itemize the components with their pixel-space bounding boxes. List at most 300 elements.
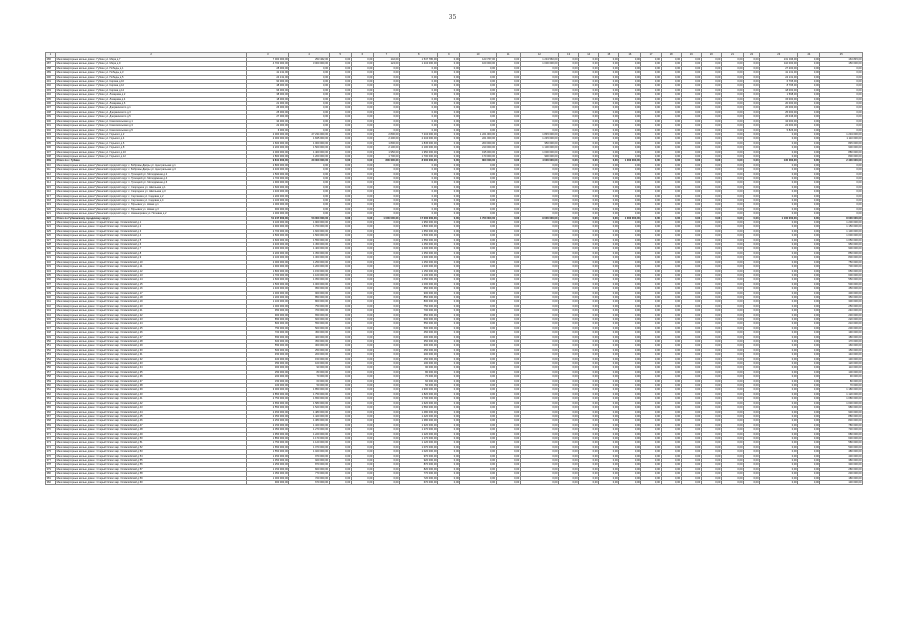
row-number: 321 xyxy=(46,212,56,216)
value-cell: 0,00 xyxy=(820,172,863,176)
object-name-cell: Многоквартирные жилые дома г. Старый Оскол мкр. Олимпийский д.25 xyxy=(56,326,247,330)
value-cell: 1 320 000,00 xyxy=(400,423,438,427)
value-cell: 0,00 xyxy=(400,119,438,123)
value-cell: 0,00 xyxy=(496,428,520,432)
value-cell: 0,00 xyxy=(559,467,579,471)
value-cell: 0,00 xyxy=(496,132,520,136)
value-cell: 0,00 xyxy=(619,392,641,396)
value-cell: 0,00 xyxy=(400,185,438,189)
value-cell: 0,00 xyxy=(496,410,520,414)
row-number: 354 xyxy=(46,357,56,361)
value-cell: 0,00 xyxy=(520,181,558,185)
value-cell: 0,00 xyxy=(798,419,820,423)
value-cell: 0,00 xyxy=(351,278,373,282)
value-cell: 0,00 xyxy=(744,476,760,480)
value-cell: 1 000 000,00 xyxy=(247,304,289,308)
value-cell: 0,00 xyxy=(641,458,661,462)
value-cell: 0,00 xyxy=(460,124,496,128)
value-cell: 0,00 xyxy=(619,362,641,366)
value-cell: 0,00 xyxy=(579,247,599,251)
object-name-cell: Многоквартирные жилые дома г. Старый Оскол мкр. Олимпийский д.14 xyxy=(56,278,247,282)
value-cell: 0,00 xyxy=(579,102,599,106)
value-cell: 350 000,00 xyxy=(289,340,329,344)
value-cell: 0,00 xyxy=(438,348,460,352)
value-cell: 0,00 xyxy=(438,392,460,396)
value-cell: 0,00 xyxy=(820,181,863,185)
value-cell: 0,00 xyxy=(373,441,399,445)
value-cell: 0,00 xyxy=(599,154,619,158)
value-cell: 0,00 xyxy=(744,66,760,70)
value-cell: 0,00 xyxy=(329,476,351,480)
value-cell: 15 000,00 xyxy=(760,97,798,101)
value-cell: 0,00 xyxy=(744,362,760,366)
value-cell: 0,00 xyxy=(760,384,798,388)
value-cell: 0,00 xyxy=(701,300,721,304)
value-cell: 0,00 xyxy=(744,172,760,176)
object-name-cell: Многоквартирные жилые дома г. Старый Оскол мкр. Олимпийский д.40 xyxy=(56,392,247,396)
value-cell: 0,00 xyxy=(460,454,496,458)
value-cell: 0,00 xyxy=(744,150,760,154)
value-cell: 0,00 xyxy=(520,251,558,255)
value-cell: 0,00 xyxy=(760,419,798,423)
value-cell: 1 420 000,00 xyxy=(289,414,329,418)
value-cell: 750 000,00 xyxy=(247,326,289,330)
value-cell: 0,00 xyxy=(619,260,641,264)
value-cell: 0,00 xyxy=(438,97,460,101)
value-cell: 0,00 xyxy=(744,458,760,462)
row-number: 360 xyxy=(46,384,56,388)
value-cell: 0,00 xyxy=(373,326,399,330)
value-cell: 0,00 xyxy=(661,454,681,458)
column-header: 17 xyxy=(641,53,661,58)
value-cell: 0,00 xyxy=(661,265,681,269)
value-cell: 0,00 xyxy=(744,454,760,458)
value-cell: 100 000,00 xyxy=(820,370,863,374)
row-number: 319 xyxy=(46,203,56,207)
value-cell: 0,00 xyxy=(579,419,599,423)
value-cell: 0,00 xyxy=(400,172,438,176)
value-cell: 0,00 xyxy=(760,423,798,427)
value-cell: 0,00 xyxy=(721,441,743,445)
value-cell: 0,00 xyxy=(641,124,661,128)
value-cell: 0,00 xyxy=(460,384,496,388)
value-cell: 0,00 xyxy=(681,322,701,326)
object-name-cell: Многоквартирные жилые дома г. Губкин ул. Горького д.6 xyxy=(56,141,247,145)
value-cell: 0,00 xyxy=(641,291,661,295)
value-cell: 0,00 xyxy=(820,102,863,106)
value-cell: 0,00 xyxy=(559,128,579,132)
value-cell: 0,00 xyxy=(744,273,760,277)
value-cell: 0,00 xyxy=(520,313,558,317)
value-cell: 0,00 xyxy=(641,132,661,136)
value-cell: 0,00 xyxy=(760,251,798,255)
value-cell: 0,00 xyxy=(329,375,351,379)
value-cell: 0,00 xyxy=(820,80,863,84)
value-cell: 0,00 xyxy=(681,472,701,476)
value-cell: 0,00 xyxy=(438,229,460,233)
value-cell: 0,00 xyxy=(721,225,743,229)
value-cell: 0,00 xyxy=(559,344,579,348)
value-cell: 950 000,00 xyxy=(820,243,863,247)
value-cell: 580 000,00 xyxy=(820,441,863,445)
value-cell: 0,00 xyxy=(760,458,798,462)
value-cell: 0,00 xyxy=(619,291,641,295)
value-cell: 0,00 xyxy=(599,75,619,79)
value-cell: 0,00 xyxy=(619,322,641,326)
value-cell: 0,00 xyxy=(579,234,599,238)
value-cell: 0,00 xyxy=(701,348,721,352)
value-cell: 0,00 xyxy=(351,463,373,467)
value-cell: 0,00 xyxy=(681,124,701,128)
value-cell: 0,00 xyxy=(721,203,743,207)
value-cell: 0,00 xyxy=(329,410,351,414)
value-cell: 0,00 xyxy=(351,110,373,114)
value-cell: 0,00 xyxy=(661,146,681,150)
value-cell: 350 000,00 xyxy=(247,362,289,366)
value-cell: 0,00 xyxy=(496,375,520,379)
value-cell: 0,00 xyxy=(798,472,820,476)
value-cell: 0,00 xyxy=(351,458,373,462)
value-cell: 0,00 xyxy=(351,199,373,203)
value-cell: 24 131,00 xyxy=(760,75,798,79)
value-cell: 0,00 xyxy=(661,128,681,132)
object-name-cell: Многоквартирные жилые дома г. Губкин ул. Кирова д.12 xyxy=(56,84,247,88)
value-cell: 0,00 xyxy=(520,190,558,194)
value-cell: 0,00 xyxy=(681,84,701,88)
value-cell: 25 000,00 xyxy=(760,110,798,114)
value-cell: 0,00 xyxy=(721,370,743,374)
value-cell: 0,00 xyxy=(579,146,599,150)
value-cell: 0,00 xyxy=(744,335,760,339)
value-cell: 0,00 xyxy=(721,137,743,141)
value-cell: 0,00 xyxy=(661,472,681,476)
value-cell: 0,00 xyxy=(373,106,399,110)
object-name-cell: Многоквартирные жилые дома Губкинский городской округ п. Троицкий ул. Молодёжная д.4 xyxy=(56,176,247,180)
value-cell: 0,00 xyxy=(289,181,329,185)
value-cell: 0,00 xyxy=(460,476,496,480)
value-cell: 0,00 xyxy=(460,71,496,75)
value-cell: 0,00 xyxy=(641,97,661,101)
value-cell: 845 000,00 xyxy=(820,141,863,145)
value-cell: 2 100,00 xyxy=(373,146,399,150)
value-cell: 0,00 xyxy=(559,414,579,418)
value-cell: 0,00 xyxy=(438,207,460,211)
value-cell: 0,00 xyxy=(329,357,351,361)
value-cell: 0,00 xyxy=(798,340,820,344)
object-name-cell: Многоквартирные жилые дома г. Старый Оскол мкр. Олимпийский д.49 xyxy=(56,432,247,436)
value-cell: 0,00 xyxy=(721,238,743,242)
value-cell: 0,00 xyxy=(661,269,681,273)
row-number: 325 xyxy=(46,229,56,233)
value-cell: 0,00 xyxy=(661,110,681,114)
value-cell: 0,00 xyxy=(641,251,661,255)
value-cell: 0,00 xyxy=(438,128,460,132)
value-cell: 0,00 xyxy=(744,154,760,158)
value-cell: 1 200 000,00 xyxy=(247,194,289,198)
value-cell: 0,00 xyxy=(619,414,641,418)
value-cell: 0,00 xyxy=(579,84,599,88)
value-cell: 0,00 xyxy=(701,194,721,198)
value-cell: 1 270 000,00 xyxy=(289,428,329,432)
value-cell: 0,00 xyxy=(559,194,579,198)
value-cell: 3 100 000,00 xyxy=(247,221,289,225)
value-cell: 0,00 xyxy=(329,353,351,357)
value-cell: 0,00 xyxy=(661,221,681,225)
value-cell: 0,00 xyxy=(351,309,373,313)
value-cell: 0,00 xyxy=(721,419,743,423)
value-cell: 0,00 xyxy=(681,97,701,101)
value-cell: 0,00 xyxy=(744,481,760,485)
value-cell: 1 820 000,00 xyxy=(400,392,438,396)
value-cell: 0,00 xyxy=(701,154,721,158)
value-cell: 0,00 xyxy=(329,150,351,154)
value-cell: 0,00 xyxy=(400,106,438,110)
value-cell: 0,00 xyxy=(460,221,496,225)
value-cell: 1 950 000,00 xyxy=(400,150,438,154)
value-cell: 0,00 xyxy=(681,348,701,352)
value-cell: 0,00 xyxy=(373,273,399,277)
value-cell: 0,00 xyxy=(721,176,743,180)
value-cell: 0,00 xyxy=(351,436,373,440)
value-cell: 0,00 xyxy=(798,260,820,264)
value-cell: 0,00 xyxy=(496,458,520,462)
value-cell: 0,00 xyxy=(798,344,820,348)
value-cell: 0,00 xyxy=(438,300,460,304)
value-cell: 0,00 xyxy=(579,124,599,128)
value-cell: 0,00 xyxy=(641,445,661,449)
value-cell: 0,00 xyxy=(460,190,496,194)
value-cell: 2 250 000,00 xyxy=(247,419,289,423)
row-number: 351 xyxy=(46,344,56,348)
value-cell: 0,00 xyxy=(496,291,520,295)
value-cell: 0,00 xyxy=(460,419,496,423)
value-cell: 2 550 000,00 xyxy=(247,406,289,410)
value-cell: 0,00 xyxy=(373,185,399,189)
value-cell: 830 000,00 xyxy=(820,419,863,423)
value-cell: 0,00 xyxy=(661,124,681,128)
value-cell: 0,00 xyxy=(599,137,619,141)
value-cell: 0,00 xyxy=(760,247,798,251)
value-cell: 0,00 xyxy=(820,71,863,75)
value-cell: 900 000,00 xyxy=(820,247,863,251)
value-cell: 0,00 xyxy=(438,71,460,75)
value-cell: 0,00 xyxy=(579,216,599,220)
value-cell: 0,00 xyxy=(619,238,641,242)
value-cell: 0,00 xyxy=(329,458,351,462)
value-cell: 0,00 xyxy=(460,80,496,84)
value-cell: 0,00 xyxy=(760,406,798,410)
value-cell: 0,00 xyxy=(661,304,681,308)
value-cell: 0,00 xyxy=(400,181,438,185)
value-cell: 0,00 xyxy=(681,269,701,273)
value-cell: 0,00 xyxy=(599,225,619,229)
value-cell: 0,00 xyxy=(760,450,798,454)
value-cell: 0,00 xyxy=(351,172,373,176)
value-cell: 0,00 xyxy=(496,150,520,154)
value-cell: 0,00 xyxy=(641,172,661,176)
value-cell: 0,00 xyxy=(329,225,351,229)
value-cell: 1 120 000,00 xyxy=(820,392,863,396)
value-cell: 123 767,00 xyxy=(460,58,496,62)
value-cell: 0,00 xyxy=(289,176,329,180)
value-cell: 0,00 xyxy=(641,225,661,229)
value-cell: 0,00 xyxy=(373,357,399,361)
value-cell: 0,00 xyxy=(373,291,399,295)
value-cell: 0,00 xyxy=(641,335,661,339)
value-cell: 0,00 xyxy=(460,370,496,374)
value-cell: 0,00 xyxy=(559,84,579,88)
column-header: 13 xyxy=(559,53,579,58)
value-cell: 0,00 xyxy=(701,344,721,348)
value-cell: 1 250 000,00 xyxy=(289,260,329,264)
value-cell: 0,00 xyxy=(721,436,743,440)
value-cell: 0,00 xyxy=(599,221,619,225)
value-cell: 0,00 xyxy=(329,154,351,158)
value-cell: 0,00 xyxy=(400,199,438,203)
column-header: 25 xyxy=(820,53,863,58)
value-cell: 0,00 xyxy=(400,124,438,128)
value-cell: 0,00 xyxy=(329,282,351,286)
value-cell: 0,00 xyxy=(579,432,599,436)
value-cell: 0,00 xyxy=(701,357,721,361)
value-cell: 0,00 xyxy=(661,273,681,277)
value-cell: 1 000 000,00 xyxy=(619,159,641,163)
value-cell: 0,00 xyxy=(619,154,641,158)
value-cell: 0,00 xyxy=(520,124,558,128)
value-cell: 0,00 xyxy=(744,278,760,282)
object-name-cell: Многоквартирные жилые дома г. Губкин ул. Лазарева д.4 xyxy=(56,97,247,101)
value-cell: 0,00 xyxy=(744,256,760,260)
value-cell: 0,00 xyxy=(559,388,579,392)
value-cell: 0,00 xyxy=(329,243,351,247)
value-cell: 0,00 xyxy=(496,379,520,383)
value-cell: 0,00 xyxy=(579,88,599,92)
value-cell: 0,00 xyxy=(351,181,373,185)
value-cell: 0,00 xyxy=(460,432,496,436)
value-cell: 0,00 xyxy=(760,467,798,471)
value-cell: 1 100 000,00 xyxy=(520,146,558,150)
value-cell: 0,00 xyxy=(661,467,681,471)
value-cell: 1 700 000,00 xyxy=(247,176,289,180)
value-cell: 0,00 xyxy=(520,75,558,79)
value-cell: 0,00 xyxy=(460,203,496,207)
value-cell: 850 000,00 xyxy=(400,295,438,299)
value-cell: 0,00 xyxy=(701,278,721,282)
value-cell: 0,00 xyxy=(701,207,721,211)
value-cell: 0,00 xyxy=(329,71,351,75)
value-cell: 0,00 xyxy=(559,304,579,308)
value-cell: 0,00 xyxy=(701,146,721,150)
value-cell: 0,00 xyxy=(760,317,798,321)
value-cell: 0,00 xyxy=(373,423,399,427)
value-cell: 0,00 xyxy=(438,436,460,440)
value-cell: 0,00 xyxy=(820,124,863,128)
value-cell: 0,00 xyxy=(373,238,399,242)
value-cell: 0,00 xyxy=(721,80,743,84)
value-cell: 0,00 xyxy=(520,357,558,361)
value-cell: 0,00 xyxy=(599,141,619,145)
value-cell: 0,00 xyxy=(641,221,661,225)
value-cell: 0,00 xyxy=(798,80,820,84)
value-cell: 0,00 xyxy=(798,353,820,357)
value-cell: 2 300 000,00 xyxy=(247,247,289,251)
value-cell: 1 170 000,00 xyxy=(289,436,329,440)
column-header: 9 xyxy=(438,53,460,58)
value-cell: 0,00 xyxy=(438,366,460,370)
value-cell: 0,00 xyxy=(798,309,820,313)
value-cell: 0,00 xyxy=(351,154,373,158)
value-cell: 0,00 xyxy=(721,110,743,114)
value-cell: 550 000,00 xyxy=(820,278,863,282)
value-cell: 0,00 xyxy=(798,313,820,317)
value-cell: 0,00 xyxy=(329,80,351,84)
value-cell: 0,00 xyxy=(329,132,351,136)
value-cell: 1 000 000,00 xyxy=(373,216,399,220)
value-cell: 850 000,00 xyxy=(247,317,289,321)
value-cell: 0,00 xyxy=(721,397,743,401)
value-cell: 0,00 xyxy=(373,414,399,418)
value-cell: 0,00 xyxy=(681,353,701,357)
value-cell: 0,00 xyxy=(744,221,760,225)
value-cell: 0,00 xyxy=(559,357,579,361)
value-cell: 0,00 xyxy=(559,476,579,480)
value-cell: 2 400 000,00 xyxy=(820,159,863,163)
value-cell: 0,00 xyxy=(619,331,641,335)
object-name-cell: Многоквартирные жилые дома г. Старый Оскол мкр. Олимпийский д.5 xyxy=(56,238,247,242)
value-cell: 0,00 xyxy=(351,441,373,445)
value-cell: 950 000,00 xyxy=(247,309,289,313)
value-cell: 0,00 xyxy=(373,384,399,388)
value-cell: 0,00 xyxy=(681,93,701,97)
value-cell: 0,00 xyxy=(798,97,820,101)
value-cell: 0,00 xyxy=(721,234,743,238)
value-cell: 0,00 xyxy=(798,291,820,295)
value-cell: 870 000,00 xyxy=(400,463,438,467)
value-cell: 0,00 xyxy=(701,384,721,388)
value-cell: 18 000,00 xyxy=(760,88,798,92)
report-table-container xyxy=(45,52,863,485)
value-cell: 0,00 xyxy=(701,313,721,317)
value-cell: 2 850 000,00 xyxy=(247,392,289,396)
value-cell: 0,00 xyxy=(460,106,496,110)
value-cell: 400 000,00 xyxy=(820,291,863,295)
value-cell: 0,00 xyxy=(721,335,743,339)
value-cell: 0,00 xyxy=(641,199,661,203)
value-cell: 0,00 xyxy=(619,269,641,273)
value-cell: 0,00 xyxy=(721,128,743,132)
row-number: 290 xyxy=(46,75,56,79)
value-cell: 0,00 xyxy=(579,287,599,291)
object-name-cell: Многоквартирные жилые дома г. Старый Оскол мкр. Олимпийский д.29 xyxy=(56,344,247,348)
value-cell: 0,00 xyxy=(329,317,351,321)
value-cell: 0,00 xyxy=(496,124,520,128)
value-cell: 0,00 xyxy=(798,181,820,185)
value-cell: 0,00 xyxy=(460,344,496,348)
object-name-cell: Многоквартирные жилые дома г. Губкин ул. Дзержинского д.3 xyxy=(56,110,247,114)
value-cell: 0,00 xyxy=(329,472,351,476)
value-cell: 0,00 xyxy=(744,216,760,220)
value-cell: 0,00 xyxy=(400,97,438,101)
value-cell: 0,00 xyxy=(661,392,681,396)
value-cell: 0,00 xyxy=(701,366,721,370)
value-cell: 1 250 000,00 xyxy=(400,260,438,264)
value-cell: 0,00 xyxy=(641,71,661,75)
value-cell: 1 600 000,00 xyxy=(289,229,329,233)
value-cell: 0,00 xyxy=(744,366,760,370)
value-cell: 0,00 xyxy=(559,423,579,427)
value-cell: 0,00 xyxy=(460,388,496,392)
value-cell: 0,00 xyxy=(373,344,399,348)
